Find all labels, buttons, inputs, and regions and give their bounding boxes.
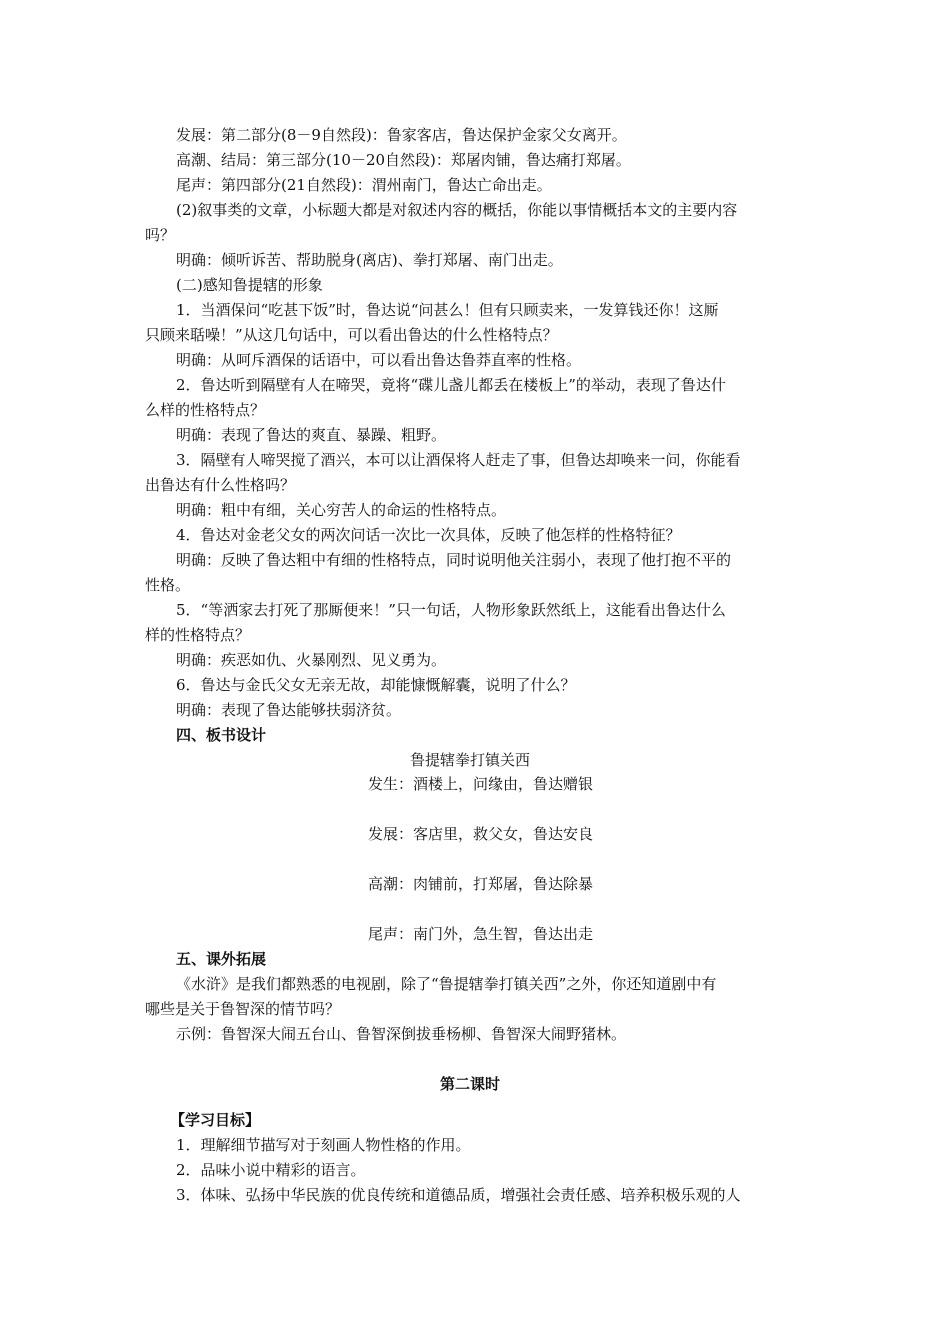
answer-line: 明确：从呵斥酒保的话语中，可以看出鲁达鲁莽直率的性格。	[176, 351, 582, 369]
question-line: 5．“等洒家去打死了那厮便来！”只一句话，人物形象跃然纸上，这能看出鲁达什么	[176, 601, 726, 619]
answer-line: 明确：疾恶如仇、火暴刚烈、见义勇为。	[176, 651, 447, 669]
board-item-ending: 尾声：南门外，急生智，鲁达出走	[368, 925, 594, 943]
paragraph-line: 高潮、结局：第三部分(10－20自然段)：郑屠肉铺，鲁达痛打郑屠。	[176, 151, 631, 169]
answer-line: 明确：表现了鲁达的爽直、暴躁、粗野。	[176, 426, 447, 444]
section-heading-extension: 五、课外拓展	[176, 950, 267, 968]
board-item-climax: 高潮：肉铺前，打郑屠，鲁达除暴	[368, 875, 594, 893]
question-line-cont: 样的性格特点？	[145, 626, 251, 644]
objective-item: 3．体味、弘扬中华民族的优良传统和道德品质，增强社会责任感、培养积极乐观的人	[176, 1186, 741, 1204]
answer-line: 明确：倾听诉苦、帮助脱身(离店)、拳打郑屠、南门出走。	[176, 251, 563, 269]
board-title: 鲁提辖拳打镇关西	[409, 751, 530, 769]
answer-line: 明确：粗中有细，关心穷苦人的命运的性格特点。	[176, 501, 507, 519]
question-line: 4．鲁达对金老父女的两次问话一次比一次具体，反映了他怎样的性格特征？	[176, 526, 681, 544]
objectives-heading: 【学习目标】	[170, 1111, 261, 1129]
question-line-cont: 么样的性格特点？	[145, 401, 266, 419]
section-heading-board-design: 四、板书设计	[176, 726, 267, 744]
section-subheading: (二)感知鲁提辖的形象	[176, 276, 323, 294]
answer-line: 明确：表现了鲁达能够扶弱济贫。	[176, 701, 402, 719]
lesson-title: 第二课时	[439, 1075, 500, 1093]
answer-line: 明确：反映了鲁达粗中有细的性格特点，同时说明他关注弱小，表现了他打抱不平的	[176, 551, 732, 569]
example-line: 示例：鲁智深大闹五台山、鲁智深倒拔垂杨柳、鲁智深大闹野猪林。	[176, 1025, 627, 1043]
paragraph-line: 《水浒》是我们都熟悉的电视剧，除了“鲁提辖拳打镇关西”之外，你还知道剧中有	[176, 975, 717, 993]
board-item-start: 发生：酒楼上，问缘由，鲁达赠银	[368, 775, 594, 793]
question-line-cont: 吗？	[145, 226, 176, 244]
question-line: 2．鲁达听到隔壁有人在啼哭，竟将“碟儿盏儿都丢在楼板上”的举动，表现了鲁达什	[176, 376, 726, 394]
paragraph-line: 发展：第二部分(8－9自然段)：鲁家客店，鲁达保护金家父女离开。	[176, 126, 627, 144]
answer-line-cont: 性格。	[145, 576, 191, 594]
question-line: 6．鲁达与金氏父女无亲无故，却能慷慨解囊，说明了什么？	[176, 676, 576, 694]
question-line: 1．当酒保问“吃甚下饭”时，鲁达说“问甚么！但有只顾卖来，一发算钱还你！这厮	[176, 301, 719, 319]
question-line-cont: 只顾来聒噪！”从这几句话中，可以看出鲁达的什么性格特点？	[145, 326, 558, 344]
question-line-cont: 出鲁达有什么性格吗？	[145, 476, 296, 494]
objective-item: 2．品味小说中精彩的语言。	[176, 1161, 366, 1179]
paragraph-line-cont: 哪些是关于鲁智深的情节吗？	[145, 1000, 341, 1018]
objective-item: 1．理解细节描写对于刻画人物性格的作用。	[176, 1136, 471, 1154]
question-line: (2)叙事类的文章，小标题大都是对叙述内容的概括，你能以事情概括本文的主要内容	[176, 201, 738, 219]
question-line: 3．隔壁有人啼哭搅了酒兴，本可以让酒保将人赶走了事，但鲁达却唤来一问，你能看	[176, 451, 741, 469]
board-item-development: 发展：客店里，救父女，鲁达安良	[368, 825, 594, 843]
paragraph-line: 尾声：第四部分(21自然段)：渭州南门，鲁达亡命出走。	[176, 176, 552, 194]
